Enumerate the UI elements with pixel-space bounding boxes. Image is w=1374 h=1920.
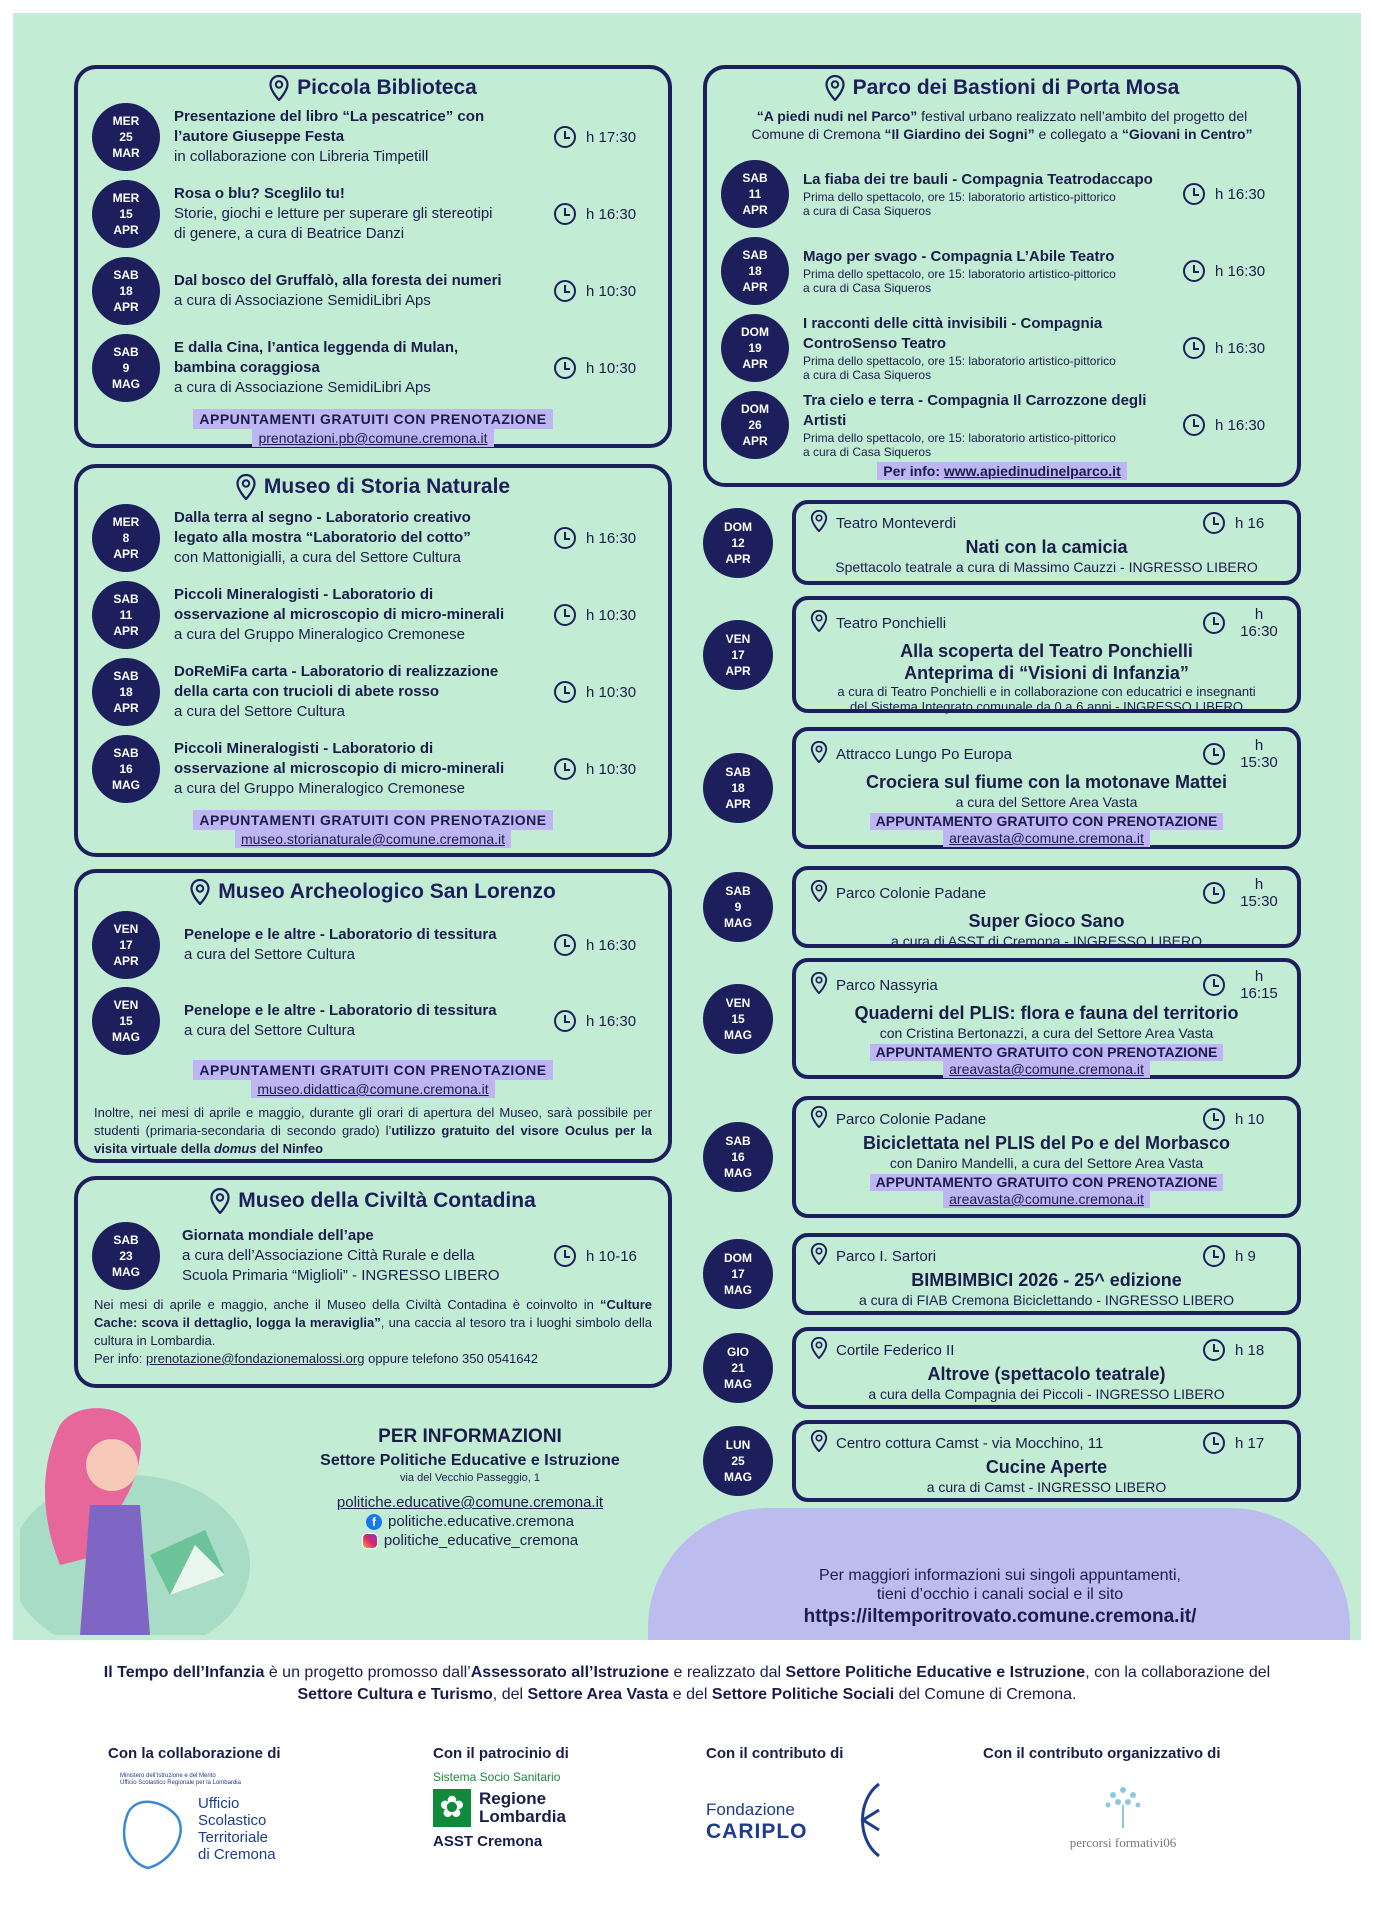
event-place: Cortile Federico II — [836, 1341, 955, 1359]
date-badge: DOM 19 APR — [721, 314, 789, 382]
date-badge: SAB 9 MAG — [92, 334, 160, 402]
date-badge: MER 15 APR — [92, 180, 160, 248]
location-pin-icon — [269, 75, 289, 101]
date-badge: VEN 17 APR — [703, 620, 773, 690]
event-row: MER 15 APR Rosa o blu? Sceglilo tu! Storie, giochi e letture per superare gli stereotipi di genere, a cura di Beatrice Danzi h 16:30 — [92, 180, 654, 248]
event-title: Cucine Aperte — [985, 1457, 1108, 1477]
col-contributo: Con il contributo di — [706, 1745, 844, 1762]
facebook-icon: f — [366, 1514, 382, 1530]
parco-intro: “A piedi nudi nel Parco” festival urbano realizzato nell’ambito del progetto del Comune di Cremona “Il Giardino dei Sogni” e collegato a “Giovani in Centro” — [751, 108, 1253, 142]
event-card: Parco Colonie Padane h 10 Biciclettata nel PLIS del Po e del Morbasco con Daniro Mandelli, a cura del Settore Area Vasta APPUNTAMENTO GRATUITO CON PRENOTAZIONE areavasta@comune.cremona.it — [792, 1096, 1301, 1218]
event-card — [792, 866, 1301, 948]
event-time: h 16 — [1235, 514, 1265, 532]
footer-credits: Il Tempo dell’Infanzia è un progetto promosso dall’Assessorato all’Istruzione e realizzato dal Settore Politiche Educative e Istruzione, con la collaborazione del Settore Cultura e Turismo, del Settore Area Vasta e del Settore Politiche Sociali del Comune di Cremona. — [103, 1664, 1271, 1703]
event-line: a cura di ASST di Cremona - INGRESSO LIBERO — [891, 933, 1202, 949]
event-title: Alla scoperta del Teatro Ponchielli — [900, 641, 1193, 661]
clock-icon — [554, 1010, 576, 1032]
location-pin-icon — [210, 1188, 230, 1214]
clock-icon — [554, 527, 576, 549]
clock-icon — [1183, 183, 1205, 205]
date-badge: SAB 18 APR — [703, 753, 773, 823]
event-place: Parco Colonie Padane — [836, 884, 987, 902]
section-title: Museo Archeologico San Lorenzo — [218, 880, 556, 903]
clock-icon — [554, 604, 576, 626]
facebook-link[interactable]: politiche.educative.cremona — [388, 1513, 574, 1530]
clock-icon — [1183, 337, 1205, 359]
regione-rose-icon: ✿ — [433, 1789, 471, 1827]
illustration-woman-reading — [20, 1405, 280, 1635]
location-pin-icon — [810, 741, 828, 767]
date-badge: VEN 15 MAG — [703, 984, 773, 1054]
clock-icon — [554, 934, 576, 956]
event-line: con Cristina Bertonazzi, a cura del Settore Area Vasta — [879, 1025, 1214, 1041]
event-title: Nati con la camicia — [965, 537, 1128, 557]
clock-icon — [554, 357, 576, 379]
section-title: Museo di Storia Naturale — [263, 475, 511, 498]
event-place: Parco Colonie Padane — [836, 1110, 987, 1128]
instagram-link[interactable]: politiche_educative_cremona — [383, 1532, 579, 1549]
date-badge: VEN 17 APR — [92, 911, 160, 979]
logo-regione-lombardia: Sistema Socio Sanitario ✿ Regione Lombardia ASST Cremona — [433, 1770, 566, 1850]
event-row: VEN 15 MAG Penelope e le altre - Laboratorio di tessitura a cura del Settore Cultura h 16:30 — [92, 987, 654, 1055]
event-row: SAB 18 APR DoReMiFa carta - Laboratorio di realizzazione della carta con trucioli di abete rosso a cura del Settore Cultura h 10:30 — [92, 658, 654, 726]
date-badge: SAB 16 MAG — [703, 1122, 773, 1192]
date-badge: VEN 15 MAG — [92, 987, 160, 1055]
event-time: h 15:30 — [1240, 876, 1278, 910]
event-place: Teatro Monteverdi — [836, 514, 957, 532]
location-pin-icon — [810, 610, 828, 636]
event-row: VEN 17 APR Penelope e le altre - Laboratorio di tessitura a cura del Settore Cultura h 16:30 — [92, 911, 654, 979]
location-pin-icon — [810, 1430, 828, 1456]
event-place: Attracco Lungo Po Europa — [836, 745, 1012, 763]
clock-icon — [554, 203, 576, 225]
event-row: SAB 11 APR Piccoli Mineralogisti - Laboratorio di osservazione al microscopio di micro-minerali a cura del Gruppo Mineralogico Cremonese h 10:30 — [92, 581, 654, 649]
contacts-email-link[interactable]: politiche.educative@comune.cremona.it — [336, 1494, 604, 1511]
date-badge: DOM 26 APR — [721, 391, 789, 459]
event-row: SAB 11 APR La fiaba dei tre bauli - Compagnia Teatrodaccapo Prima dello spettacolo, ore 15: laboratorio artistico-pittorico a cura di Casa Siqueros h 16:30 — [721, 160, 1283, 228]
clock-icon — [554, 1245, 576, 1267]
event-title: Super Gioco Sano — [968, 911, 1125, 931]
event-row: SAB 18 APR Mago per svago - Compagnia L’Abile Teatro Prima dello spettacolo, ore 15: laboratorio artistico-pittorico a cura di Casa Siqueros h 16:30 — [721, 237, 1283, 305]
instagram-icon — [362, 1533, 378, 1549]
event-time: h 9 — [1235, 1247, 1256, 1265]
logo-percorsi-formativi: percorsi formativi06 — [1063, 1780, 1183, 1870]
booking-email-link[interactable]: areavasta@comune.cremona.it — [943, 1191, 1150, 1208]
parco-website-link[interactable]: www.apiedinudinelparco.it — [943, 463, 1121, 479]
event-time: h 16:30 — [1240, 606, 1278, 640]
date-badge: SAB 18 APR — [92, 257, 160, 325]
event-place: Parco Nassyria — [836, 976, 938, 994]
event-line: a cura della Compagnia dei Piccoli - INGRESSO LIBERO — [868, 1386, 1225, 1402]
date-badge: DOM 17 MAG — [703, 1239, 773, 1309]
clock-icon — [1203, 743, 1225, 765]
event-title: Quaderni del PLIS: flora e fauna del territorio — [854, 1003, 1239, 1023]
event-place: Teatro Ponchielli — [836, 614, 947, 632]
booking-info: APPUNTAMENTI GRATUITI CON PRENOTAZIONE museo.storianaturale@comune.cremona.it — [78, 810, 668, 848]
booking-info: APPUNTAMENTI GRATUITI CON PRENOTAZIONE museo.didattica@comune.cremona.it — [78, 1060, 668, 1098]
event-line: Spettacolo teatrale a cura di Massimo Cauzzi - INGRESSO LIBERO — [835, 559, 1258, 575]
event-line: con Daniro Mandelli, a cura del Settore Area Vasta — [889, 1155, 1204, 1171]
section-museo-archeologico — [74, 869, 672, 1163]
event-place: Centro cottura Camst - via Mocchino, 11 — [836, 1434, 1104, 1452]
booking-email-link[interactable]: areavasta@comune.cremona.it — [943, 1061, 1150, 1078]
event-card — [792, 1327, 1301, 1409]
event-title: Crociera sul fiume con la motonave Mattei — [865, 772, 1228, 792]
booking-email-link[interactable]: prenotazioni.pb@comune.cremona.it — [252, 429, 493, 447]
location-pin-icon — [810, 1106, 828, 1132]
event-time: h 15:30 — [1240, 737, 1278, 771]
event-row: SAB 9 MAG E dalla Cina, l’antica leggenda di Mulan, bambina coraggiosa a cura di Associazione SemidiLibri Aps h 10:30 — [92, 334, 654, 402]
clock-icon — [1203, 1108, 1225, 1130]
location-pin-icon — [810, 880, 828, 906]
event-card — [792, 1420, 1301, 1502]
clock-icon — [554, 126, 576, 148]
date-badge: MER 25 MAR — [92, 103, 160, 171]
date-badge: GIO 21 MAG — [703, 1333, 773, 1403]
event-row: DOM 26 APR Tra cielo e terra - Compagnia Il Carrozzone degli Artisti Prima dello spettacolo, ore 15: laboratorio artistico-pittorico a cura di Casa Siqueros h 16:30 — [721, 391, 1283, 459]
col-collaborazione: Con la collaborazione di — [108, 1745, 281, 1762]
event-line: a cura di Camst - INGRESSO LIBERO — [926, 1479, 1167, 1495]
clock-icon — [1203, 612, 1225, 634]
section-piccola-biblioteca — [74, 65, 672, 448]
clock-icon — [1203, 1432, 1225, 1454]
clock-icon — [1183, 414, 1205, 436]
contacts-block: PER INFORMAZIONI Settore Politiche Educative e Istruzione via del Vecchio Passeggio, 1 politiche.educative@comune.cremona.it f politiche.educative.cremona politiche_educative_cremona — [250, 1426, 690, 1549]
section-title: Museo della Civiltà Contadina — [238, 1189, 536, 1212]
location-pin-icon — [810, 972, 828, 998]
event-card — [792, 500, 1301, 585]
event-row: MER 8 APR Dalla terra al segno - Laboratorio creativo legato alla mostra “Laboratorio del cotto” con Mattonigialli, a cura del Settore Cultura h 16:30 — [92, 504, 654, 572]
event-card: Attracco Lungo Po Europa h 15:30 Crociera sul fiume con la motonave Mattei a cura del Settore Area Vasta APPUNTAMENTO GRATUITO CON PRENOTAZIONE areavasta@comune.cremona.it — [792, 727, 1301, 849]
date-badge: DOM 12 APR — [703, 508, 773, 578]
date-badge: LUN 25 MAG — [703, 1426, 773, 1496]
event-card: Parco Nassyria h 16:15 Quaderni del PLIS: flora e fauna del territorio con Cristina Bertonazzi, a cura del Settore Area Vasta APPUNTAMENTO GRATUITO CON PRENOTAZIONE areavasta@comune.cremona.it — [792, 958, 1301, 1079]
date-badge: SAB 18 APR — [721, 237, 789, 305]
date-badge: MER 8 APR — [92, 504, 160, 572]
section-museo-civilta-contadina — [74, 1176, 672, 1388]
more-info-block: Per maggiori informazioni sui singoli appuntamenti, tieni d’occhio i canali social e il sito https://iltemporitrovato.comune.cremona.it/ — [650, 1566, 1350, 1626]
event-card — [792, 1233, 1301, 1315]
section-title: Piccola Biblioteca — [297, 76, 477, 99]
location-pin-icon — [190, 879, 210, 905]
event-title: Biciclettata nel PLIS del Po e del Morbasco — [862, 1133, 1231, 1153]
location-pin-icon — [810, 1243, 828, 1269]
event-place: Parco I. Sartori — [836, 1247, 937, 1265]
date-badge: SAB 9 MAG — [703, 872, 773, 942]
event-row: SAB 16 MAG Piccoli Mineralogisti - Laboratorio di osservazione al microscopio di micro-minerali a cura del Gruppo Mineralogico Cremonese h 10:30 — [92, 735, 654, 803]
info-email-link[interactable]: prenotazione@fondazionemalossi.org — [146, 1351, 365, 1366]
col-contributo-organizzativo: Con il contributo organizzativo di — [983, 1745, 1221, 1762]
location-pin-icon — [236, 474, 256, 500]
booking-info: APPUNTAMENTI GRATUITI CON PRENOTAZIONE prenotazioni.pb@comune.cremona.it — [78, 409, 668, 447]
clock-icon — [1203, 512, 1225, 534]
clock-icon — [1203, 1339, 1225, 1361]
event-subtitle: Anteprima di “Visioni di Infanzia” — [904, 663, 1189, 683]
logo-ufficio-scolastico: Ministero dell’Istruzione e del Merito Ufficio Scolastico Regionale per la Lombardia Ufficio Scolastico Territoriale di Cremona — [108, 1773, 338, 1883]
event-line: del Sistema Integrato comunale da 0 a 6 anni - INGRESSO LIBERO — [849, 699, 1244, 714]
event-time: h 10 — [1235, 1110, 1265, 1128]
event-line: a cura di Teatro Ponchielli e in collaborazione con educatrici e insegnanti — [837, 684, 1256, 699]
logo-fondazione-cariplo: Fondazione CARIPLO — [706, 1780, 906, 1870]
museum-note: Inoltre, nei mesi di aprile e maggio, durante gli orari di apertura del Museo, sarà possibile per studenti (primaria-secondaria di secondo grado) l’utilizzo gratuito del visore Oculus per la visita virtuale della domus del Ninfeo — [94, 1105, 652, 1156]
clock-icon — [554, 758, 576, 780]
event-card — [792, 596, 1301, 713]
event-row: SAB 18 APR Dal bosco del Gruffalò, alla foresta dei numeri a cura di Associazione SemidiLibri Aps h 10:30 — [92, 257, 654, 325]
event-time: h 16:15 — [1240, 968, 1278, 1002]
date-badge: SAB 16 MAG — [92, 735, 160, 803]
section-title: Parco dei Bastioni di Porta Mosa — [852, 76, 1180, 99]
location-pin-icon — [810, 510, 828, 536]
date-badge: SAB 18 APR — [92, 658, 160, 726]
clock-icon — [1203, 882, 1225, 904]
section-parco-bastioni — [703, 65, 1301, 487]
location-pin-icon — [810, 1337, 828, 1363]
booking-email-link[interactable]: museo.didattica@comune.cremona.it — [251, 1080, 494, 1098]
event-title: BIMBIMBICI 2026 - 25^ edizione — [911, 1270, 1182, 1290]
date-badge: SAB 23 MAG — [92, 1222, 160, 1290]
section-museo-storia-naturale — [74, 464, 672, 857]
parco-info: Per info: www.apiedinudinelparco.it — [707, 462, 1297, 480]
clock-icon — [554, 280, 576, 302]
clock-icon — [1183, 260, 1205, 282]
event-row: SAB 23 MAG Giornata mondiale dell’ape a cura dell’Associazione Città Rurale e della Scuola Primaria “Miglioli” - INGRESSO LIBERO h 10-16 — [92, 1222, 654, 1290]
event-row: MER 25 MAR Presentazione del libro “La pescatrice” con l’autore Giuseppe Festa in collaborazione con Libreria Timpetill h 17:30 — [92, 103, 654, 171]
footer — [13, 1640, 1361, 1907]
booking-email-link[interactable]: areavasta@comune.cremona.it — [943, 830, 1150, 847]
event-line: a cura di FIAB Cremona Biciclettando - INGRESSO LIBERO — [858, 1292, 1235, 1308]
date-badge: SAB 11 APR — [92, 581, 160, 649]
clock-icon — [1203, 1245, 1225, 1267]
event-row: DOM 19 APR I racconti delle città invisibili - Compagnia ControSenso Teatro Prima dello spettacolo, ore 15: laboratorio artistico-pittorico a cura di Casa Siqueros h 16:30 — [721, 314, 1283, 382]
location-pin-icon — [825, 75, 845, 101]
museum-note: Nei mesi di aprile e maggio, anche il Museo della Civiltà Contadina è coinvolto in “Culture Cache: scova il dettaglio, logga la meraviglia”, una caccia al tesoro tra i luoghi simbolo della cultura in Lombardia. Per info: prenotazione@fondazionemalossi.org oppure telefono 350 0541642 — [94, 1297, 652, 1366]
event-title: Altrove (spettacolo teatrale) — [927, 1364, 1166, 1384]
date-badge: SAB 11 APR — [721, 160, 789, 228]
booking-email-link[interactable]: museo.storianaturale@comune.cremona.it — [235, 830, 511, 848]
col-patrocinio: Con il patrocinio di — [433, 1745, 569, 1762]
event-time: h 17 — [1235, 1434, 1265, 1452]
event-line: a cura del Settore Area Vasta — [955, 794, 1138, 810]
website-link[interactable]: https://iltemporitrovato.comune.cremona.it/ — [803, 1606, 1197, 1627]
clock-icon — [1203, 974, 1225, 996]
clock-icon — [554, 681, 576, 703]
event-time: h 18 — [1235, 1341, 1265, 1359]
